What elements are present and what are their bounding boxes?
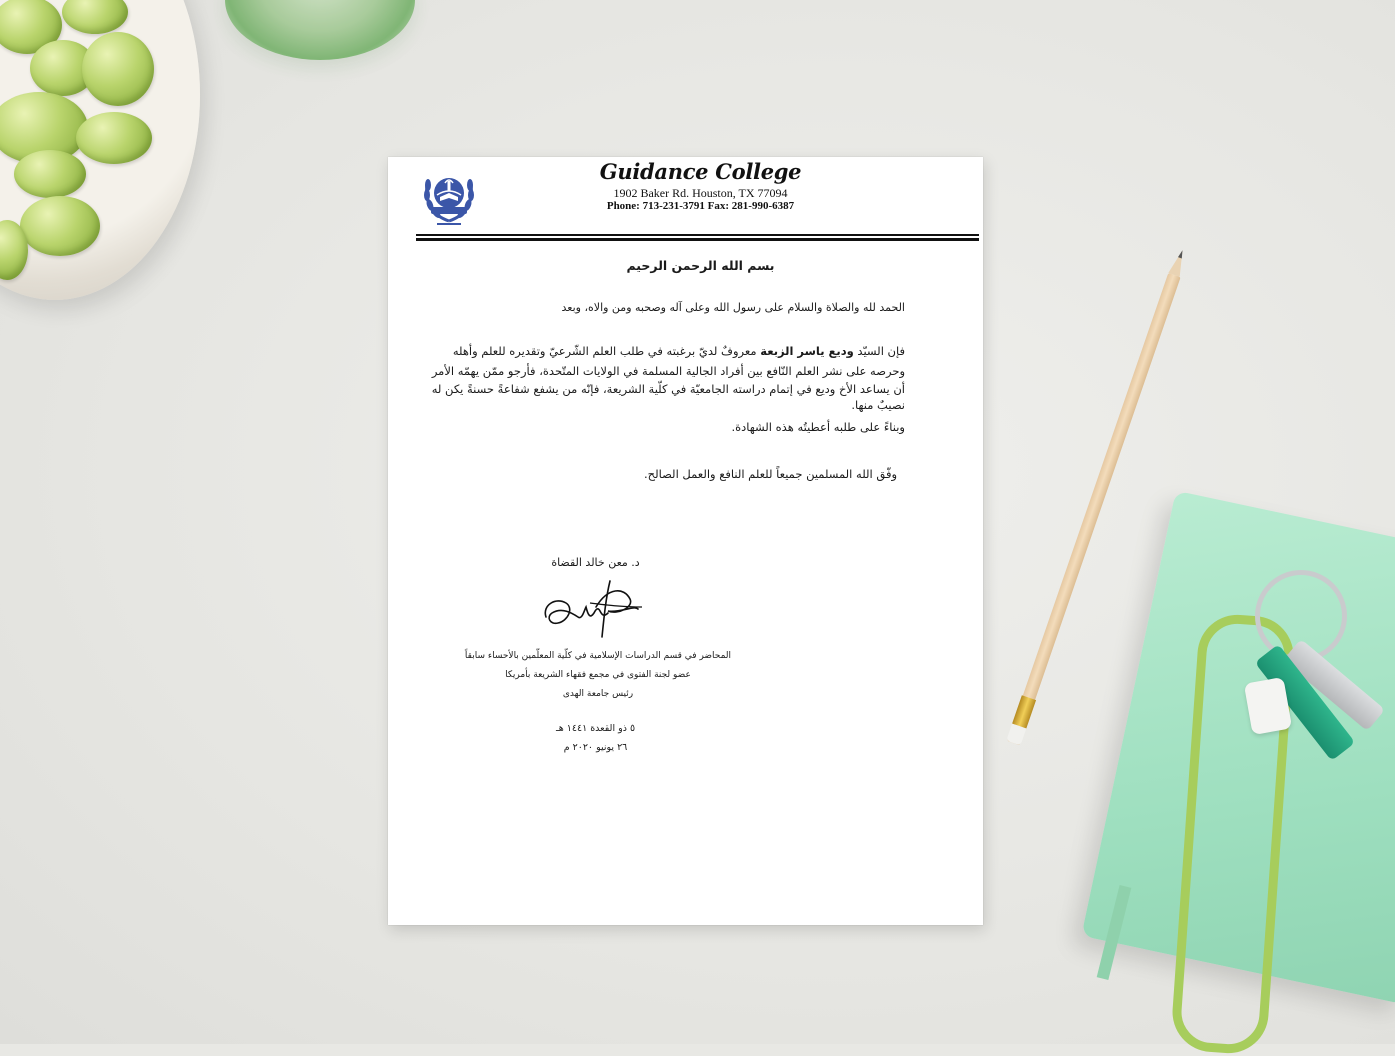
signatory-title-line: رئيس جامعة الهدى: [562, 689, 634, 699]
body-line: وبناءً على طلبه أعطيتُه هذه الشهادة.: [731, 420, 905, 434]
signatory-title-line: المحاضر في قسم الدراسات الإسلامية في كلّية المعلّمين بالأحساء سابقاً: [464, 651, 732, 661]
closing-prayer: وفّق الله المسلمين جميعاً للعلم النافع والعمل الصالح.: [644, 467, 897, 481]
college-address: 1902 Baker Rd. Houston, TX 77094: [613, 186, 788, 200]
grape: [76, 112, 152, 164]
signatory-titles: [448, 647, 748, 704]
body-line: أن يساعد الأخ وديع في إتمام دراسته الجامعيّة في كلّية الشريعة، فإنّه من يشفع شفاعةً حسنةً يكن له: [431, 382, 905, 396]
college-phone-fax: Phone: 713-231-3791 Fax: 281-990-6387: [606, 200, 795, 212]
hijri-date: ٥ ذو القعدة ١٤٤١ هـ: [555, 723, 636, 734]
gregorian-date: ٢٦ يونيو ٢٠٢٠ م: [563, 742, 628, 753]
handwritten-signature: [538, 577, 648, 642]
signatory-name: د. معن خالد القضاة: [551, 556, 640, 569]
body-line: فإن السيّد وديع ياسر الزبعة معروفٌ لديّ برغبته في طلب العلم الشّرعيّ وتقديره للعلم وأهله: [452, 344, 905, 358]
opening-praise: الحمد لله والصلاة والسلام على رسول الله وعلى آله وصحبه ومن والاه، وبعد: [561, 301, 905, 314]
college-name: Guidance College: [599, 159, 802, 184]
signatory-title-line: عضو لجنة الفتوى في مجمع فقهاء الشريعة بأمريكا: [505, 670, 691, 680]
student-name: وديع ياسر الزبعة: [760, 344, 854, 358]
body-line: نصيبٌ منها.: [851, 398, 905, 412]
letter-body: [431, 341, 905, 437]
grape: [14, 150, 86, 198]
letterhead-divider: [416, 234, 979, 242]
letter-dates: [483, 719, 708, 757]
basmala: بسم الله الرحمن الرحيم: [626, 258, 775, 273]
grape: [82, 32, 154, 106]
recommendation-letter: [388, 157, 983, 925]
grape: [20, 196, 100, 256]
body-line: وحرصه على نشر العلم النّافع بين أفراد الجالية المسلمة في الولايات المتّحدة، فأرجو ممّن يهمّه الأمر: [431, 364, 905, 378]
